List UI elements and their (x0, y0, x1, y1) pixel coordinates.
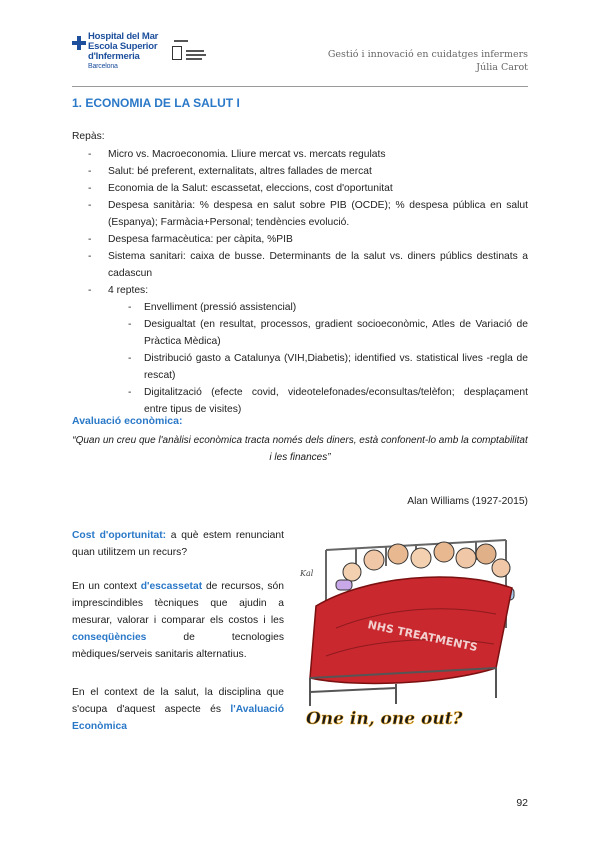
university-logo (172, 38, 216, 62)
list-item (88, 282, 528, 418)
sub-list-item: - Digitalització (efecte covid, videotelefonades/econsultas/telèfon; desplaçament entre tipus de visites) (128, 384, 528, 418)
cartoon-caption: One in, one out? (306, 709, 463, 728)
opportunity-cost-term: Cost d'oportunitat: (72, 530, 167, 541)
cartoon-signature: Kal (300, 569, 314, 578)
list-item: - Despesa farmacèutica: per càpita, %PIB (88, 231, 528, 248)
challenges-list (128, 299, 528, 418)
header-info (328, 48, 528, 74)
opportunity-cost-text: a què estem renunciant quan utilitzem un recurs? (72, 530, 284, 558)
list-item: - Salut: bé preferent, externalitats, altres fallades de mercat (88, 163, 528, 180)
page-number: 92 (516, 797, 528, 809)
list-item: - Despesa sanitària: % despesa en salut sobre PIB (OCDE); % despesa pública en salut (Espanya); Farmàcia+Personal; tendències evolució. (88, 197, 528, 231)
bed-label: NHS TREATMENTS (366, 618, 479, 655)
list-item: - Economia de la Salut: escassetat, eleccions, cost d'oportunitat (88, 180, 528, 197)
list-item: - Sistema sanitari: caixa de busse. Determinants de la salut vs. diners públics destinats a cadascun (88, 248, 528, 282)
review-label: Repàs: (72, 131, 105, 142)
health-context-text: En el context de la salut, la disciplina que s'ocupa d'aquest aspecte és (72, 687, 284, 715)
health-context-paragraph (72, 684, 284, 735)
sub-list-item: - Distribució gasto a Catalunya (VIH,Diabetis); identified vs. statistical lives -regla de rescat) (128, 350, 528, 384)
review-list (88, 146, 528, 418)
medical-cross-icon (72, 36, 86, 50)
page-header (72, 30, 528, 88)
opportunity-cost-paragraph (72, 527, 284, 561)
author-name: Júlia Carot (476, 62, 528, 73)
scarcity-term: d'escassetat (140, 581, 203, 592)
scarcity-text-c: de tecnologies mèdiques/serveis sanitaris alternatius. (72, 632, 284, 660)
logo-line-4: Barcelona (88, 63, 118, 70)
course-title: Gestió i innovació en cuidatges infermers (327, 49, 528, 60)
scarcity-text-a: En un context (72, 581, 141, 592)
economic-evaluation-term: l'Avaluació Econòmica (72, 704, 284, 732)
section-title: 1. ECONOMIA DE LA SALUT I (72, 96, 240, 110)
logo-line-1: Hospital del Mar (88, 31, 159, 42)
scarcity-paragraph (72, 578, 284, 663)
challenges-label: 4 reptes: (108, 285, 149, 296)
nhs-bed-cartoon (296, 528, 528, 728)
university-logo-mark (172, 46, 182, 60)
quote-author: Alan Williams (1927-2015) (407, 496, 528, 507)
consequences-term: conseqüències (72, 632, 147, 643)
sub-list-item: - Desigualtat (en resultat, processos, gradient socioeconòmic, Atles de Variació de Pràctica Mèdica) (128, 316, 528, 350)
logo-line-3: d'Infermeria (88, 51, 140, 62)
eval-heading: Avaluació econòmica: (72, 415, 183, 427)
header-divider (72, 86, 528, 87)
quote: “Quan un creu que l'anàlisi econòmica tracta només dels diners, està confonent-lo amb la comptabilitat i les finances” (72, 435, 528, 463)
list-item: - Micro vs. Macroeconomia. Lliure mercat vs. mercats regulats (88, 146, 528, 163)
scarcity-text-b: de recursos, són imprescindibles tècniques que ajudin a mesurar, valorar i comparar els costos i les (72, 581, 284, 626)
sub-list-item: - Envelliment (pressió assistencial) (128, 299, 528, 316)
logo-line-2: Escola Superior (88, 41, 158, 52)
